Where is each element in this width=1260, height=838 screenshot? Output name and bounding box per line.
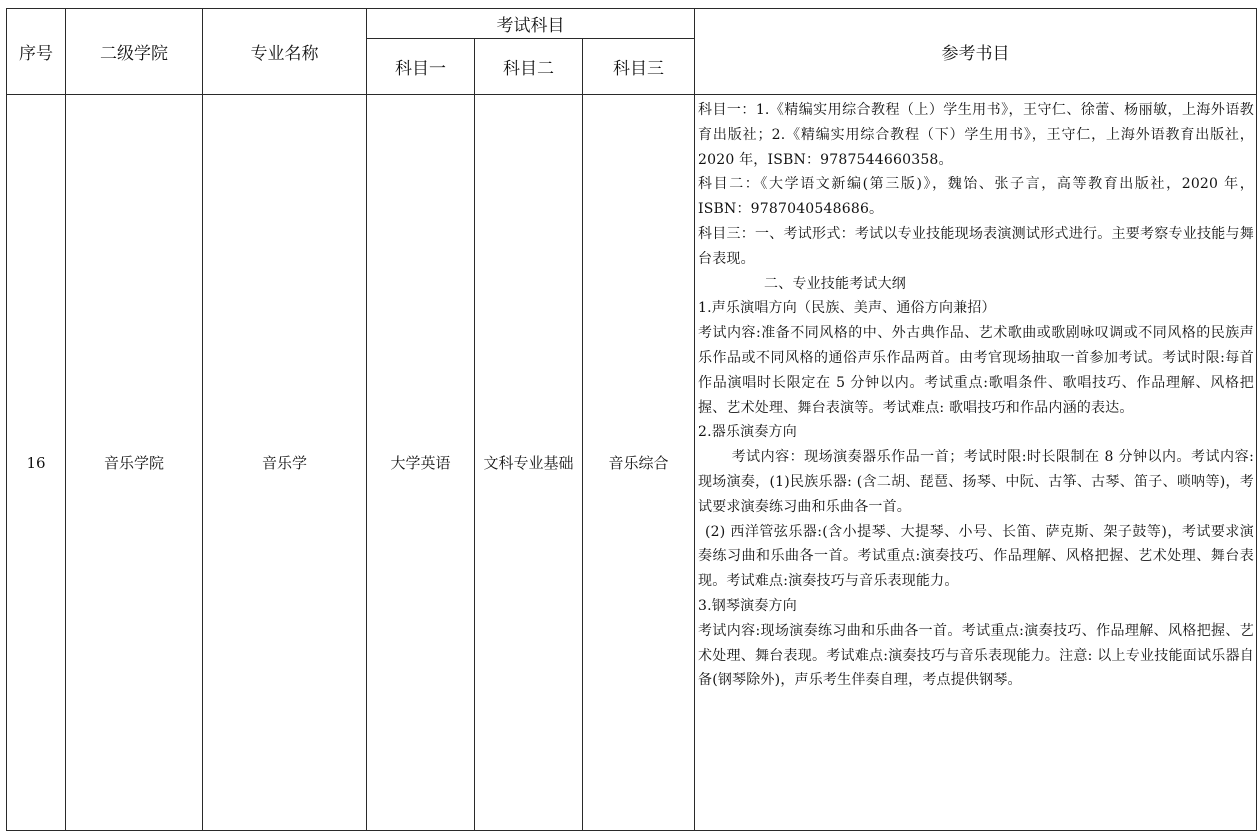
ref-vocal-content: 考试内容:准备不同风格的中、外古典作品、艺术歌曲或歌剧咏叹调或不同风格的民族声乐作品或不同风格的通俗声乐作品两首。由考官现场抽取一首参加考试。考试时限:每首作品演唱时长限定在 5 分钟以内。考试重点:歌唱条件、歌唱技巧、作品理解、风格把握、艺术处理、舞台表演等。考试难点: 歌唱技巧和作品内涵的表达。	[698, 325, 1254, 416]
cell-major: 音乐学	[203, 95, 367, 831]
table-row	[7, 95, 1257, 831]
header-subject3: 科目三	[583, 39, 695, 95]
header-subject1: 科目一	[367, 39, 475, 95]
header-major: 专业名称	[203, 9, 367, 95]
cell-college: 音乐学院	[66, 95, 203, 831]
ref-western-instrument-content: (2) 西洋管弦乐器:(含小提琴、大提琴、小号、长笛、萨克斯、架子鼓等)，考试要求演奏练习曲和乐曲各一首。考试重点:演奏技巧、作品理解、风格把握、艺术处理、舞台表现。考试难点:演奏技巧与音乐表现能力。	[698, 523, 1254, 590]
header-exam-subjects: 考试科目	[367, 9, 695, 39]
header-row-top	[7, 9, 1257, 39]
exam-table-sheet	[6, 8, 1256, 834]
ref-vocal-heading: 1.声乐演唱方向（民族、美声、通俗方向兼招）	[698, 300, 996, 317]
header-reference-books: 参考书目	[695, 9, 1257, 95]
ref-instrument-heading: 2.器乐演奏方向	[698, 424, 797, 441]
cell-subject3: 音乐综合	[583, 95, 695, 831]
ref-piano-content: 考试内容:现场演奏练习曲和乐曲各一首。考试重点:演奏技巧、作品理解、风格把握、艺术处理、舞台表现。考试难点:演奏技巧与音乐表现能力。注意: 以上专业技能面试乐器自备(钢琴除外)，声乐考生伴奏自理，考点提供钢琴。	[698, 622, 1254, 689]
cell-subject2: 文科专业基础	[475, 95, 583, 831]
ref-subject1: 科目一：1.《精编实用综合教程（上）学生用书》，王守仁、徐蕾、杨丽敏，上海外语教育出版社；2.《精编实用综合教程（下）学生用书》，王守仁，上海外语教育出版社，2020 年，ISBN：9787544660358。	[698, 102, 1254, 168]
header-subject2: 科目二	[475, 39, 583, 95]
exam-subject-table	[6, 8, 1257, 831]
cell-reference-books	[695, 95, 1257, 831]
header-seq: 序号	[7, 9, 66, 95]
ref-subject2: 科目二：《大学语文新编(第三版)》，魏饴、张子言，高等教育出版社，2020 年，ISBN：9787040548686。	[698, 176, 1254, 218]
ref-instrument-content: 考试内容：现场演奏器乐作品一首；考试时限:时长限制在 8 分钟以内。考试内容:现场演奏，(1)民族乐器: (含二胡、琵琶、扬琴、中阮、古筝、古琴、笛子、唢呐等)，考试要求演奏练习曲和乐曲各一首。	[698, 449, 1254, 515]
cell-seq: 16	[7, 95, 66, 831]
ref-piano-heading: 3.钢琴演奏方向	[698, 597, 797, 614]
ref-subject3: 科目三：一、考试形式：考试以专业技能现场表演测试形式进行。主要考察专业技能与舞台表现。	[698, 225, 1254, 267]
header-college: 二级学院	[66, 9, 203, 95]
ref-outline-heading: 二、专业技能考试大纲	[764, 275, 906, 292]
cell-subject1: 大学英语	[367, 95, 475, 831]
